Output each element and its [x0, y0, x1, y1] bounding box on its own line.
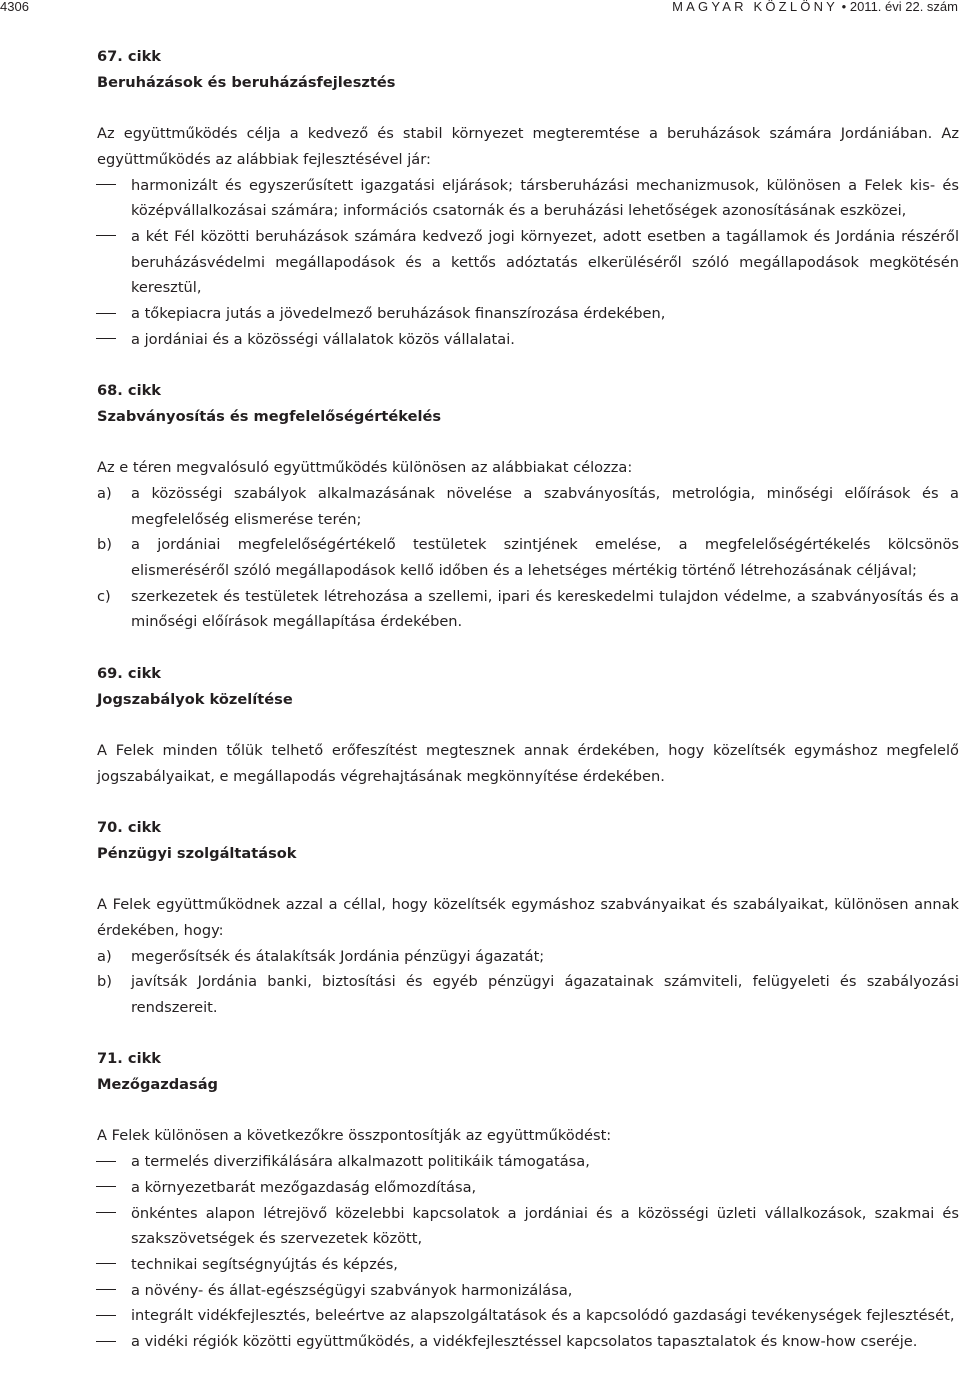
- page-number: 4306: [0, 0, 29, 14]
- article-paragraph: Az e téren megvalósuló együttműködés különösen az alábbiakat célozza:: [97, 459, 633, 477]
- article-section: [97, 1046, 959, 1354]
- list-letter-marker: b): [97, 973, 112, 991]
- list-item: [97, 1329, 959, 1355]
- list-item: [97, 301, 959, 327]
- list-item-text: harmonizált és egyszerűsített igazgatási eljárások; társberuházási mechanizmusok, különösen a Felek kis- és középvállalkozásai számára; információs csatornák és a beruházási lehetőségek azonosításának eszközei,: [131, 176, 959, 220]
- dash-marker: [96, 1149, 116, 1175]
- list-item-text: a közösségi szabályok alkalmazásának növelése a szabványosítás, metrológia, minőségi előírások és a megfelelőség elismerése terén;: [131, 484, 959, 528]
- list-item: [97, 944, 959, 970]
- article-number: 71. cikk: [97, 1050, 161, 1068]
- article-title: Beruházások és beruházásfejlesztés: [97, 73, 396, 91]
- list-item: [97, 1149, 959, 1175]
- list-item: [97, 327, 959, 353]
- list-item-text: technikai segítségnyújtás és képzés,: [131, 1255, 398, 1273]
- header-separator: •: [841, 0, 847, 14]
- list-item: [97, 584, 959, 635]
- list-item-text: integrált vidékfejlesztés, beleértve az alapszolgáltatások és a kapcsolódó gazdasági tevékenységek fejlesztését,: [131, 1307, 955, 1325]
- article-paragraph: A Felek együttműködnek azzal a céllal, hogy közelítsék egymáshoz szabványaikat és szabályaikat, különösen annak érdekében, hogy:: [97, 896, 959, 939]
- article-section: [97, 378, 959, 635]
- journal-title: [672, 0, 958, 14]
- article-title: Pénzügyi szolgáltatások: [97, 844, 297, 862]
- journal-name: MAGYAR KÖZLÖNY: [672, 0, 839, 14]
- list-item-text: a két Fél közötti beruházások számára kedvező jogi környezet, adott esetben a tagállamok és Jordánia részéről beruházásvédelmi megállapodások és a kettős adóztatás elkerüléséről szóló megállapodások megkötésén keresztül,: [131, 227, 959, 297]
- dash-marker: [96, 1201, 116, 1227]
- article-number: 68. cikk: [97, 382, 161, 400]
- article-section: [97, 44, 959, 352]
- list-item-text: a vidéki régiók közötti együttműködés, a vidékfejlesztéssel kapcsolatos tapasztalatok és know-how cseréje.: [131, 1333, 918, 1351]
- dash-marker: [96, 1175, 116, 1201]
- list-item: [97, 481, 959, 532]
- article-section: [97, 661, 959, 790]
- article-paragraph: A Felek minden tőlük telhető erőfeszítést megtesznek annak érdekében, hogy közelítsék egymáshoz megfelelő jogszabályaikat, e megállapodás végrehajtásának megkönnyítése érdekében.: [97, 741, 959, 785]
- dash-list: [97, 173, 959, 353]
- lettered-list: [97, 481, 959, 635]
- issue-info: 2011. évi 22. szám: [849, 0, 958, 14]
- lettered-list: [97, 944, 959, 1021]
- list-letter-marker: c): [97, 587, 111, 605]
- list-letter-marker: a): [97, 947, 112, 965]
- list-item: [97, 173, 959, 224]
- list-item-text: a jordániai megfelelőségértékelő testületek szintjének emelése, a megfelelőségértékelés kölcsönös elismeréséről szóló megállapodások kellő időben és a lehetséges mértékig történő létrehozásának céljával;: [131, 536, 959, 580]
- list-item-text: a jordániai és a közösségi vállalatok közös vállalatai.: [131, 330, 515, 348]
- list-item-text: a növény- és állat-egészségügyi szabványok harmonizálása,: [131, 1281, 573, 1299]
- dash-marker: [96, 1329, 116, 1355]
- list-item-text: önkéntes alapon létrejövő közelebbi kapcsolatok a jordániai és a közösségi üzleti vállalkozások, szakmai és szakszövetségek és szervezetek között,: [131, 1204, 959, 1248]
- list-letter-marker: b): [97, 536, 112, 554]
- article-number: 67. cikk: [97, 48, 161, 65]
- list-item: [97, 969, 959, 1020]
- dash-marker: [96, 301, 116, 327]
- dash-marker: [96, 224, 116, 250]
- page-header: [0, 0, 960, 16]
- list-item: [97, 224, 959, 301]
- list-item: [97, 1252, 959, 1278]
- article-title: Mezőgazdaság: [97, 1076, 219, 1093]
- article-number: 69. cikk: [97, 664, 161, 682]
- list-letter-marker: a): [97, 484, 112, 502]
- dash-marker: [96, 327, 116, 353]
- dash-marker: [96, 1252, 116, 1278]
- dash-marker: [96, 1278, 116, 1304]
- list-item-text: a tőkepiacra jutás a jövedelmező beruházások finanszírozása érdekében,: [131, 305, 666, 323]
- list-item: [97, 532, 959, 583]
- list-item: [97, 1201, 959, 1252]
- document-body: [97, 44, 959, 1380]
- list-item-text: megerősítsék és átalakítsák Jordánia pénzügyi ágazatát;: [131, 947, 545, 965]
- dash-list: [97, 1149, 959, 1355]
- article-section: [97, 815, 959, 1021]
- list-item-text: javítsák Jordánia banki, biztosítási és egyéb pénzügyi ágazatainak számviteli, felügyeleti és szabályozási rendszereit.: [131, 973, 959, 1016]
- list-item-text: szerkezetek és testületek létrehozása a szellemi, ipari és kereskedelmi tulajdon védelme, a szabványosítás és a minőségi előírások megállapítása érdekében.: [131, 587, 959, 631]
- article-title: Jogszabályok közelítése: [97, 690, 293, 708]
- article-title: Szabványosítás és megfelelőségértékelés: [97, 407, 442, 425]
- list-item: [97, 1278, 959, 1304]
- list-item-text: a termelés diverzifikálására alkalmazott politikáik támogatása,: [131, 1153, 590, 1171]
- list-item-text: a környezetbarát mezőgazdaság előmozdítása,: [131, 1178, 477, 1196]
- list-item: [97, 1303, 959, 1329]
- dash-marker: [96, 173, 116, 199]
- dash-marker: [96, 1303, 116, 1329]
- article-paragraph: Az együttműködés célja a kedvező és stabil környezet megteremtése a beruházások számára Jordániában. Az együttműködés az alábbiak fejlesztésével jár:: [97, 125, 959, 168]
- list-item: [97, 1175, 959, 1201]
- article-number: 70. cikk: [97, 819, 161, 836]
- article-paragraph: A Felek különösen a következőkre összpontosítják az együttműködést:: [97, 1127, 612, 1145]
